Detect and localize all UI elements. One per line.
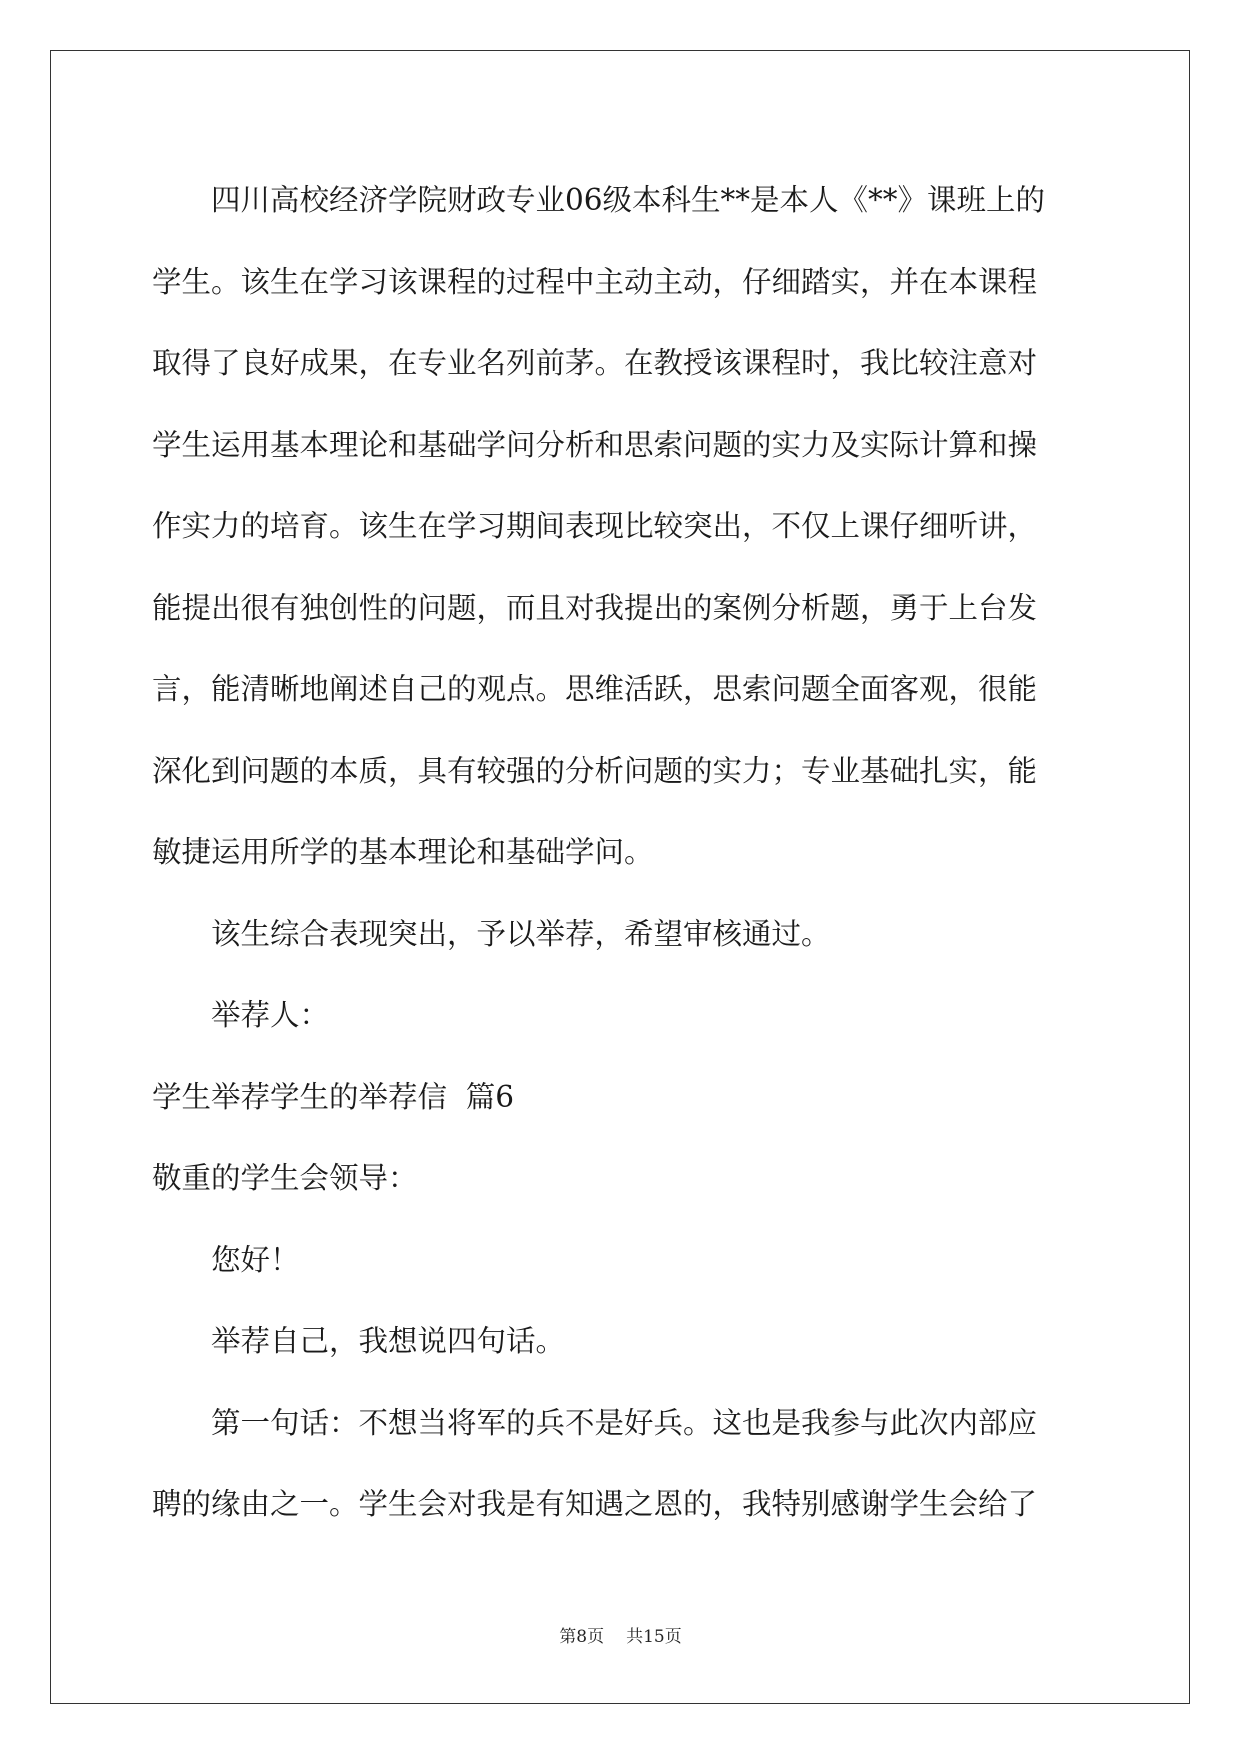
text-line: 举荐人： [211, 998, 330, 1032]
text-line: 言，能清晰地阐述自己的观点。思维活跃，思索问题全面客观，很能 [152, 672, 1038, 706]
page-number: 第8页 [559, 1627, 605, 1647]
text-line: 学生举荐学生的举荐信 篇6 [152, 1079, 515, 1114]
section-heading [152, 1057, 1092, 1139]
text-line: 举荐自己，我想说四句话。 [211, 1324, 566, 1358]
text-line: 学生运用基本理论和基础学问分析和思索问题的实力及实际计算和操 [152, 427, 1038, 462]
text-line: 能提出很有独创性的问题，而且对我提出的案例分析题，勇于上台发 [152, 590, 1038, 625]
page-footer [0, 1622, 1241, 1647]
page-total: 共15页 [626, 1627, 682, 1647]
greeting [152, 1220, 1092, 1302]
text-line: 第一句话：不想当将军的兵不是好兵。这也是我参与此次内部应 [211, 1405, 1038, 1440]
text-line: 学生。该生在学习该课程的过程中主动主动，仔细踏实，并在本课程 [152, 264, 1038, 299]
paragraph-first-sentence [152, 1383, 1092, 1546]
paragraph-intro [152, 1301, 1092, 1383]
text-line: 敏捷运用所学的基本理论和基础学问。 [152, 835, 654, 869]
text-line: 取得了良好成果，在专业名列前茅。在教授该课程时，我比较注意对 [152, 346, 1038, 380]
text-line: 深化到问题的本质，具有较强的分析问题的实力；专业基础扎实，能 [152, 753, 1038, 788]
document-body [152, 160, 1092, 1546]
paragraph-signature [152, 975, 1092, 1057]
text-line: 该生综合表现突出，予以举荐，希望审核通过。 [211, 916, 831, 951]
paragraph-conclusion [152, 894, 1092, 976]
paragraph-recommendation-body [152, 160, 1092, 894]
text-line: 作实力的培育。该生在学习期间表现比较突出，不仅上课仔细听讲， [152, 509, 1038, 543]
text-line: 敬重的学生会领导： [152, 1161, 418, 1195]
text-line: 聘的缘由之一。学生会对我是有知遇之恩的，我特别感谢学生会给了 [152, 1487, 1038, 1521]
text-line: 四川高校经济学院财政专业06级本科生**是本人《**》课班上的 [211, 183, 1046, 217]
text-line: 您好！ [211, 1242, 300, 1277]
salutation [152, 1138, 1092, 1220]
